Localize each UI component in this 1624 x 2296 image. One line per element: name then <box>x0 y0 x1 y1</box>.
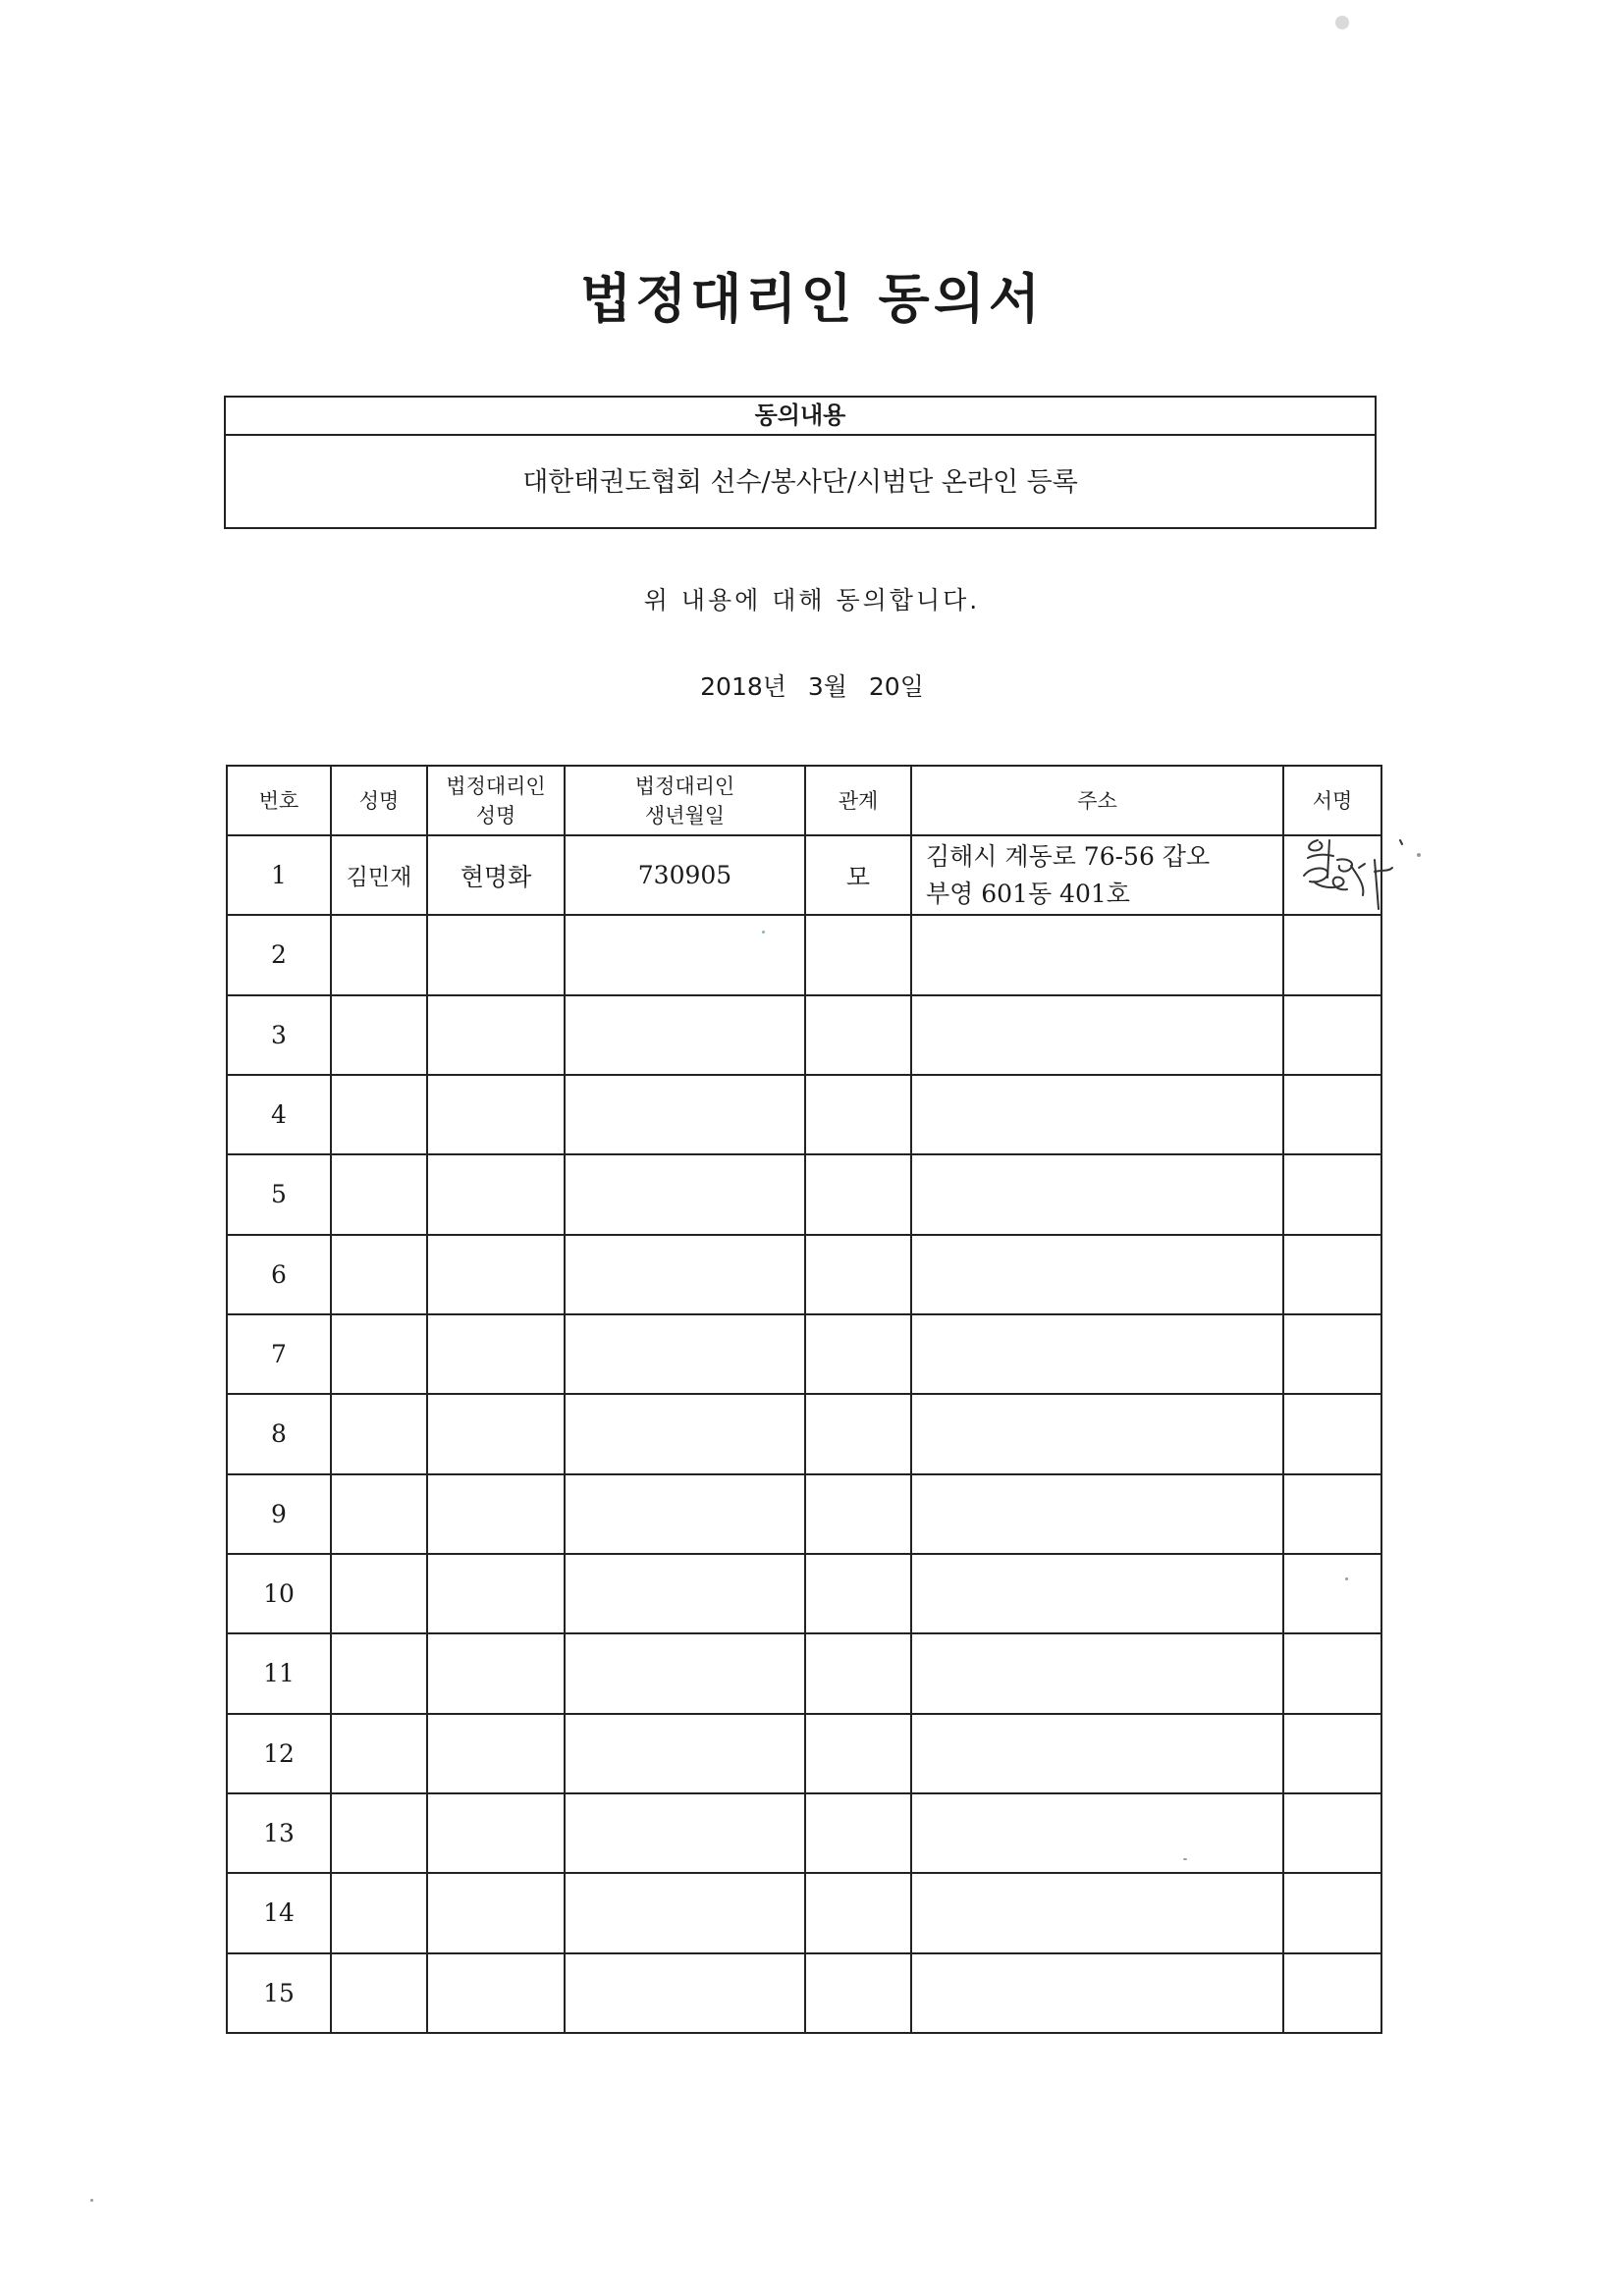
header-rep-birth: 법정대리인 생년월일 <box>565 766 805 835</box>
cell-rep-birth <box>565 1953 805 2033</box>
cell-no: 3 <box>227 995 331 1075</box>
cell-signature <box>1283 835 1381 915</box>
cell-signature <box>1283 1633 1381 1713</box>
table-row <box>227 1714 1381 1793</box>
header-name: 성명 <box>331 766 427 835</box>
cell-address <box>911 915 1283 994</box>
cell-relation <box>805 1314 911 1394</box>
table-row <box>227 1394 1381 1473</box>
cell-relation <box>805 1394 911 1473</box>
cell-signature <box>1283 1474 1381 1554</box>
cell-signature <box>1283 1873 1381 1952</box>
document-title: 법정대리인 동의서 <box>579 268 1045 330</box>
header-relation: 관계 <box>805 766 911 835</box>
cell-no: 1 <box>227 835 331 915</box>
cell-rep-name <box>427 1873 565 1952</box>
cell-rep-name <box>427 915 565 994</box>
cell-no: 6 <box>227 1235 331 1314</box>
cell-no: 7 <box>227 1314 331 1394</box>
cell-relation: 모 <box>805 835 911 915</box>
cell-signature <box>1283 1154 1381 1234</box>
cell-rep-birth <box>565 1714 805 1793</box>
cell-address <box>911 835 1283 915</box>
cell-relation <box>805 1873 911 1952</box>
cell-rep-name <box>427 1154 565 1234</box>
table-row <box>227 1075 1381 1154</box>
cell-address <box>911 1075 1283 1154</box>
table-header-row <box>227 766 1381 835</box>
cell-name <box>331 915 427 994</box>
cell-rep-name <box>427 1633 565 1713</box>
cell-address <box>911 1474 1283 1554</box>
cell-rep-name <box>427 1474 565 1554</box>
cell-no: 11 <box>227 1633 331 1713</box>
cell-name <box>331 1714 427 1793</box>
cell-rep-name <box>427 1314 565 1394</box>
table-row <box>227 835 1381 915</box>
cell-no: 13 <box>227 1793 331 1873</box>
table-row <box>227 1235 1381 1314</box>
cell-name <box>331 1314 427 1394</box>
cell-no: 4 <box>227 1075 331 1154</box>
cell-rep-birth <box>565 1075 805 1154</box>
table-row <box>227 1633 1381 1713</box>
cell-no: 15 <box>227 1953 331 2033</box>
handwritten-signature <box>1290 832 1408 911</box>
table-row <box>227 1953 1381 2033</box>
header-address: 주소 <box>911 766 1283 835</box>
cell-rep-birth <box>565 1793 805 1873</box>
cell-no: 12 <box>227 1714 331 1793</box>
cell-relation <box>805 1474 911 1554</box>
cell-address <box>911 1793 1283 1873</box>
cell-name <box>331 995 427 1075</box>
cell-relation <box>805 1953 911 2033</box>
cell-name <box>331 1953 427 2033</box>
table-row <box>227 995 1381 1075</box>
cell-name <box>331 1075 427 1154</box>
cell-signature <box>1283 1554 1381 1633</box>
consent-content: 대한태권도협회 선수/봉사단/시범단 온라인 등록 <box>522 467 1078 498</box>
cell-signature <box>1283 1075 1381 1154</box>
cell-rep-birth <box>565 1554 805 1633</box>
cell-address <box>911 1873 1283 1952</box>
cell-name <box>331 1394 427 1473</box>
cell-address <box>911 1554 1283 1633</box>
cell-rep-birth <box>565 1314 805 1394</box>
cell-signature <box>1283 1953 1381 2033</box>
cell-rep-name <box>427 1714 565 1793</box>
table-row <box>227 1793 1381 1873</box>
cell-signature <box>1283 1793 1381 1873</box>
table-row <box>227 1154 1381 1234</box>
cell-no: 2 <box>227 915 331 994</box>
cell-relation <box>805 1154 911 1234</box>
cell-address <box>911 1953 1283 2033</box>
table-row <box>227 1314 1381 1394</box>
cell-rep-birth <box>565 1873 805 1952</box>
cell-rep-name <box>427 1793 565 1873</box>
cell-relation <box>805 1793 911 1873</box>
cell-no: 9 <box>227 1474 331 1554</box>
cell-rep-name <box>427 1235 565 1314</box>
cell-relation <box>805 1235 911 1314</box>
cell-relation <box>805 1554 911 1633</box>
cell-no: 10 <box>227 1554 331 1633</box>
agreement-statement: 위 내용에 대해 동의합니다. <box>643 586 981 614</box>
table-row <box>227 1873 1381 1952</box>
consent-content-box <box>224 396 1377 529</box>
cell-rep-name <box>427 1554 565 1633</box>
cell-address <box>911 1394 1283 1473</box>
address-line-2: 부영 601동 401호 <box>926 879 1130 908</box>
cell-name <box>331 1873 427 1952</box>
cell-rep-birth <box>565 1394 805 1473</box>
cell-address <box>911 995 1283 1075</box>
table-row <box>227 1554 1381 1633</box>
consent-heading: 동의내용 <box>226 398 1375 436</box>
table-row <box>227 1474 1381 1554</box>
header-rep-name: 법정대리인 성명 <box>427 766 565 835</box>
cell-signature <box>1283 1314 1381 1394</box>
cell-rep-birth <box>565 1154 805 1234</box>
cell-rep-name: 현명화 <box>427 835 565 915</box>
cell-signature <box>1283 1394 1381 1473</box>
cell-address <box>911 1235 1283 1314</box>
document-date: 2018년 3월 20일 <box>700 672 924 701</box>
cell-no: 8 <box>227 1394 331 1473</box>
table-row <box>227 915 1381 994</box>
cell-address <box>911 1314 1283 1394</box>
cell-no: 5 <box>227 1154 331 1234</box>
cell-relation <box>805 915 911 994</box>
cell-signature <box>1283 915 1381 994</box>
cell-rep-birth <box>565 1235 805 1314</box>
cell-rep-name <box>427 1075 565 1154</box>
cell-rep-name <box>427 1394 565 1473</box>
cell-signature <box>1283 995 1381 1075</box>
cell-rep-birth <box>565 995 805 1075</box>
cell-address <box>911 1714 1283 1793</box>
cell-relation <box>805 1075 911 1154</box>
cell-relation <box>805 995 911 1075</box>
cell-name <box>331 1154 427 1234</box>
cell-no: 14 <box>227 1873 331 1952</box>
cell-signature <box>1283 1235 1381 1314</box>
cell-address <box>911 1633 1283 1713</box>
representative-table <box>226 765 1382 2034</box>
cell-name <box>331 1554 427 1633</box>
address-line-1: 김해시 계동로 76-56 갑오 <box>926 841 1211 871</box>
header-signature: 서명 <box>1283 766 1381 835</box>
cell-rep-birth <box>565 1633 805 1713</box>
cell-rep-birth: 730905 <box>565 835 805 915</box>
cell-name <box>331 1633 427 1713</box>
cell-signature <box>1283 1714 1381 1793</box>
cell-rep-name <box>427 995 565 1075</box>
cell-name <box>331 1235 427 1314</box>
header-no: 번호 <box>227 766 331 835</box>
cell-name <box>331 1793 427 1873</box>
cell-rep-birth <box>565 915 805 994</box>
cell-relation <box>805 1633 911 1713</box>
cell-rep-name <box>427 1953 565 2033</box>
cell-name: 김민재 <box>331 835 427 915</box>
cell-rep-birth <box>565 1474 805 1554</box>
cell-relation <box>805 1714 911 1793</box>
cell-address <box>911 1154 1283 1234</box>
cell-name <box>331 1474 427 1554</box>
